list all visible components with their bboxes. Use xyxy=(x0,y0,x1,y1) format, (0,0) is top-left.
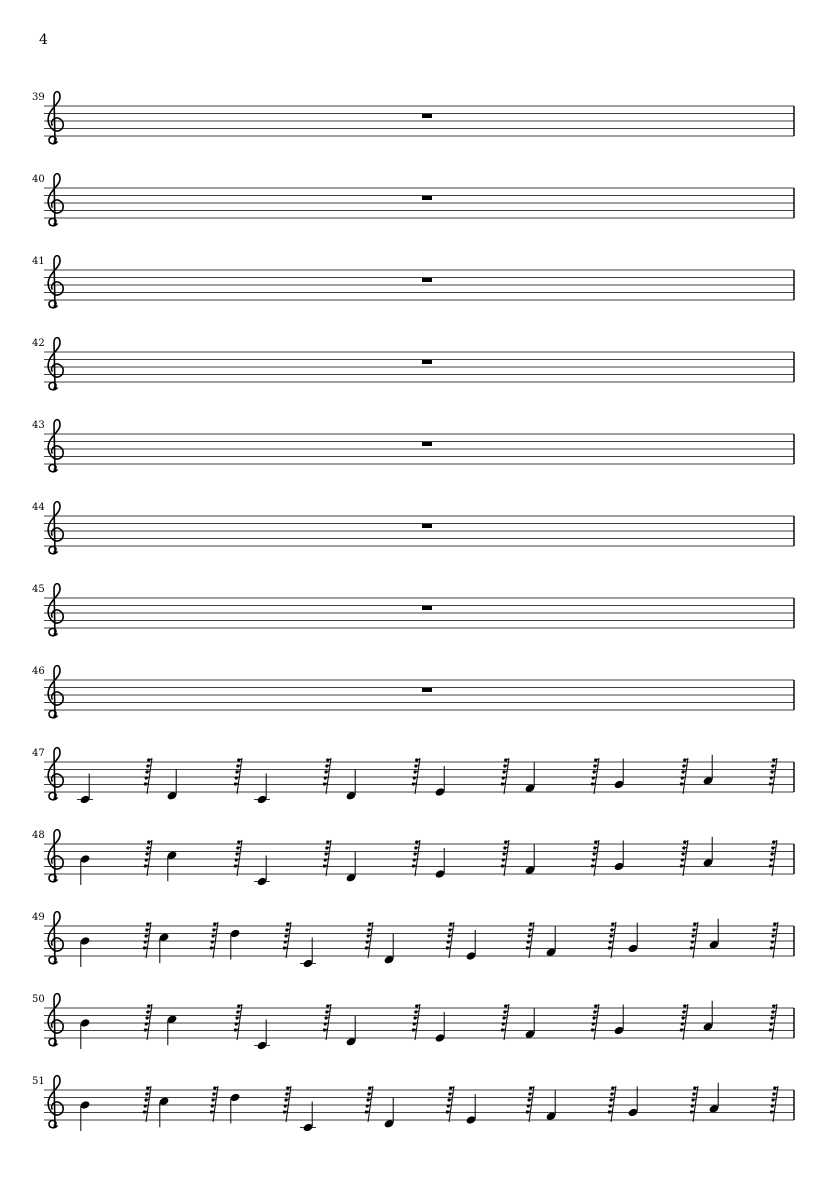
rest-stem xyxy=(415,840,420,876)
rest-stem xyxy=(147,758,152,794)
note xyxy=(524,1008,535,1039)
note xyxy=(254,856,270,887)
note xyxy=(545,1090,556,1121)
measure-number: 50 xyxy=(32,994,45,1005)
rest xyxy=(690,922,698,958)
rest-stem xyxy=(286,1086,291,1122)
rest xyxy=(234,758,242,794)
measure-number: 39 xyxy=(32,92,45,103)
rest xyxy=(526,922,534,958)
rest xyxy=(143,1086,151,1122)
note xyxy=(166,770,177,801)
rest-stem xyxy=(237,840,242,876)
whole-rest xyxy=(422,524,432,528)
rest xyxy=(412,758,420,794)
note xyxy=(702,755,713,786)
rest xyxy=(608,922,616,958)
page-number: 4 xyxy=(39,32,48,48)
rest-stem xyxy=(772,840,777,876)
rest xyxy=(770,1086,778,1122)
rest xyxy=(501,1004,509,1040)
note xyxy=(708,919,719,950)
note xyxy=(434,766,445,797)
whole-rest xyxy=(422,114,432,118)
rest-stem xyxy=(213,1086,218,1122)
rest xyxy=(234,840,242,876)
rest-stem xyxy=(326,1004,331,1040)
rest xyxy=(769,758,777,794)
rest xyxy=(608,1086,616,1122)
rest-stem xyxy=(213,922,218,958)
staff-system xyxy=(32,666,794,718)
rest xyxy=(412,1004,420,1040)
rest-stem xyxy=(594,758,599,794)
rest xyxy=(283,1086,291,1122)
rest xyxy=(591,840,599,876)
rest-stem xyxy=(594,1004,599,1040)
note xyxy=(702,1001,713,1032)
staff-system xyxy=(32,994,794,1051)
rest-stem xyxy=(594,840,599,876)
rest-stem xyxy=(504,758,509,794)
rest-stem xyxy=(693,1086,698,1122)
note xyxy=(254,774,270,805)
note xyxy=(77,774,93,805)
note xyxy=(166,1014,177,1045)
rest-stem xyxy=(611,1086,616,1122)
note xyxy=(545,926,556,957)
rest-stem xyxy=(611,922,616,958)
staff-system xyxy=(32,912,794,969)
staff-system xyxy=(32,748,794,805)
rest xyxy=(690,1086,698,1122)
note xyxy=(383,934,394,965)
note xyxy=(434,1012,445,1043)
rest-stem xyxy=(504,840,509,876)
note xyxy=(229,929,240,960)
note xyxy=(345,770,356,801)
rest xyxy=(680,1004,688,1040)
rest-stem xyxy=(449,1086,454,1122)
note xyxy=(158,1096,169,1127)
measure-number: 45 xyxy=(32,584,45,595)
rest xyxy=(501,840,509,876)
measure-number: 51 xyxy=(32,1076,45,1087)
rest xyxy=(143,922,151,958)
rest-stem xyxy=(529,922,534,958)
note xyxy=(613,1005,624,1036)
rest xyxy=(770,922,778,958)
rest xyxy=(323,840,331,876)
rest-stem xyxy=(772,758,777,794)
note xyxy=(383,1098,394,1129)
measure-number: 47 xyxy=(32,748,45,759)
staff-system xyxy=(32,1076,794,1133)
rest xyxy=(365,922,373,958)
rest-stem xyxy=(693,922,698,958)
note xyxy=(613,759,624,790)
rest-stem xyxy=(368,922,373,958)
measure-number: 44 xyxy=(32,502,45,513)
rest xyxy=(501,758,509,794)
rest-stem xyxy=(368,1086,373,1122)
staff-system xyxy=(32,830,794,887)
rest-stem xyxy=(237,1004,242,1040)
measure-number: 49 xyxy=(32,912,45,923)
measure-number: 46 xyxy=(32,666,45,677)
rest-stem xyxy=(326,840,331,876)
staff-system xyxy=(32,92,794,144)
rest xyxy=(526,1086,534,1122)
rest xyxy=(769,840,777,876)
rest-stem xyxy=(415,1004,420,1040)
rest-stem xyxy=(415,758,420,794)
rest xyxy=(144,758,152,794)
rest-stem xyxy=(237,758,242,794)
rest xyxy=(591,758,599,794)
rest xyxy=(323,1004,331,1040)
measure-number: 42 xyxy=(32,338,45,349)
note xyxy=(254,1020,270,1051)
note xyxy=(524,844,535,875)
note xyxy=(613,841,624,872)
rest xyxy=(412,840,420,876)
whole-rest xyxy=(422,688,432,692)
rest-stem xyxy=(773,922,778,958)
rest-stem xyxy=(449,922,454,958)
rest-stem xyxy=(772,1004,777,1040)
rest-stem xyxy=(147,1004,152,1040)
whole-rest xyxy=(422,606,432,610)
note xyxy=(627,1087,638,1118)
note xyxy=(627,923,638,954)
rest-stem xyxy=(146,1086,151,1122)
whole-rest xyxy=(422,278,432,282)
rest xyxy=(144,840,152,876)
rest-stem xyxy=(683,1004,688,1040)
rest xyxy=(144,1004,152,1040)
note xyxy=(229,1093,240,1124)
rest-stem xyxy=(326,758,331,794)
staff-system xyxy=(32,338,794,390)
note xyxy=(79,1018,90,1049)
note xyxy=(434,848,445,879)
note xyxy=(300,938,316,969)
note xyxy=(708,1083,719,1114)
whole-rest xyxy=(422,360,432,364)
rest xyxy=(283,922,291,958)
staff-system xyxy=(32,256,794,308)
note xyxy=(345,1016,356,1047)
whole-rest xyxy=(422,196,432,200)
note xyxy=(524,762,535,793)
rest xyxy=(210,1086,218,1122)
note xyxy=(158,932,169,963)
rest-stem xyxy=(147,840,152,876)
rest-stem xyxy=(529,1086,534,1122)
note xyxy=(345,852,356,883)
rest-stem xyxy=(286,922,291,958)
rest xyxy=(591,1004,599,1040)
rest-stem xyxy=(504,1004,509,1040)
rest xyxy=(680,758,688,794)
note xyxy=(465,1094,476,1125)
staff-system xyxy=(32,502,794,554)
rest-stem xyxy=(773,1086,778,1122)
rest xyxy=(234,1004,242,1040)
rest xyxy=(323,758,331,794)
note xyxy=(79,1100,90,1131)
rest-stem xyxy=(683,840,688,876)
rest xyxy=(680,840,688,876)
rest xyxy=(769,1004,777,1040)
rest xyxy=(446,1086,454,1122)
staff-system xyxy=(32,584,794,636)
measure-number: 40 xyxy=(32,174,45,185)
staff-system xyxy=(32,174,794,226)
rest-stem xyxy=(683,758,688,794)
staff-system xyxy=(32,420,794,472)
measure-number: 41 xyxy=(32,256,45,267)
rest xyxy=(210,922,218,958)
rest xyxy=(365,1086,373,1122)
rest-stem xyxy=(146,922,151,958)
note xyxy=(702,837,713,868)
whole-rest xyxy=(422,442,432,446)
rest xyxy=(446,922,454,958)
note xyxy=(79,854,90,885)
note xyxy=(300,1102,316,1133)
measure-number: 48 xyxy=(32,830,45,841)
measure-number: 43 xyxy=(32,420,45,431)
note xyxy=(79,936,90,967)
note xyxy=(166,850,177,881)
note xyxy=(465,930,476,961)
